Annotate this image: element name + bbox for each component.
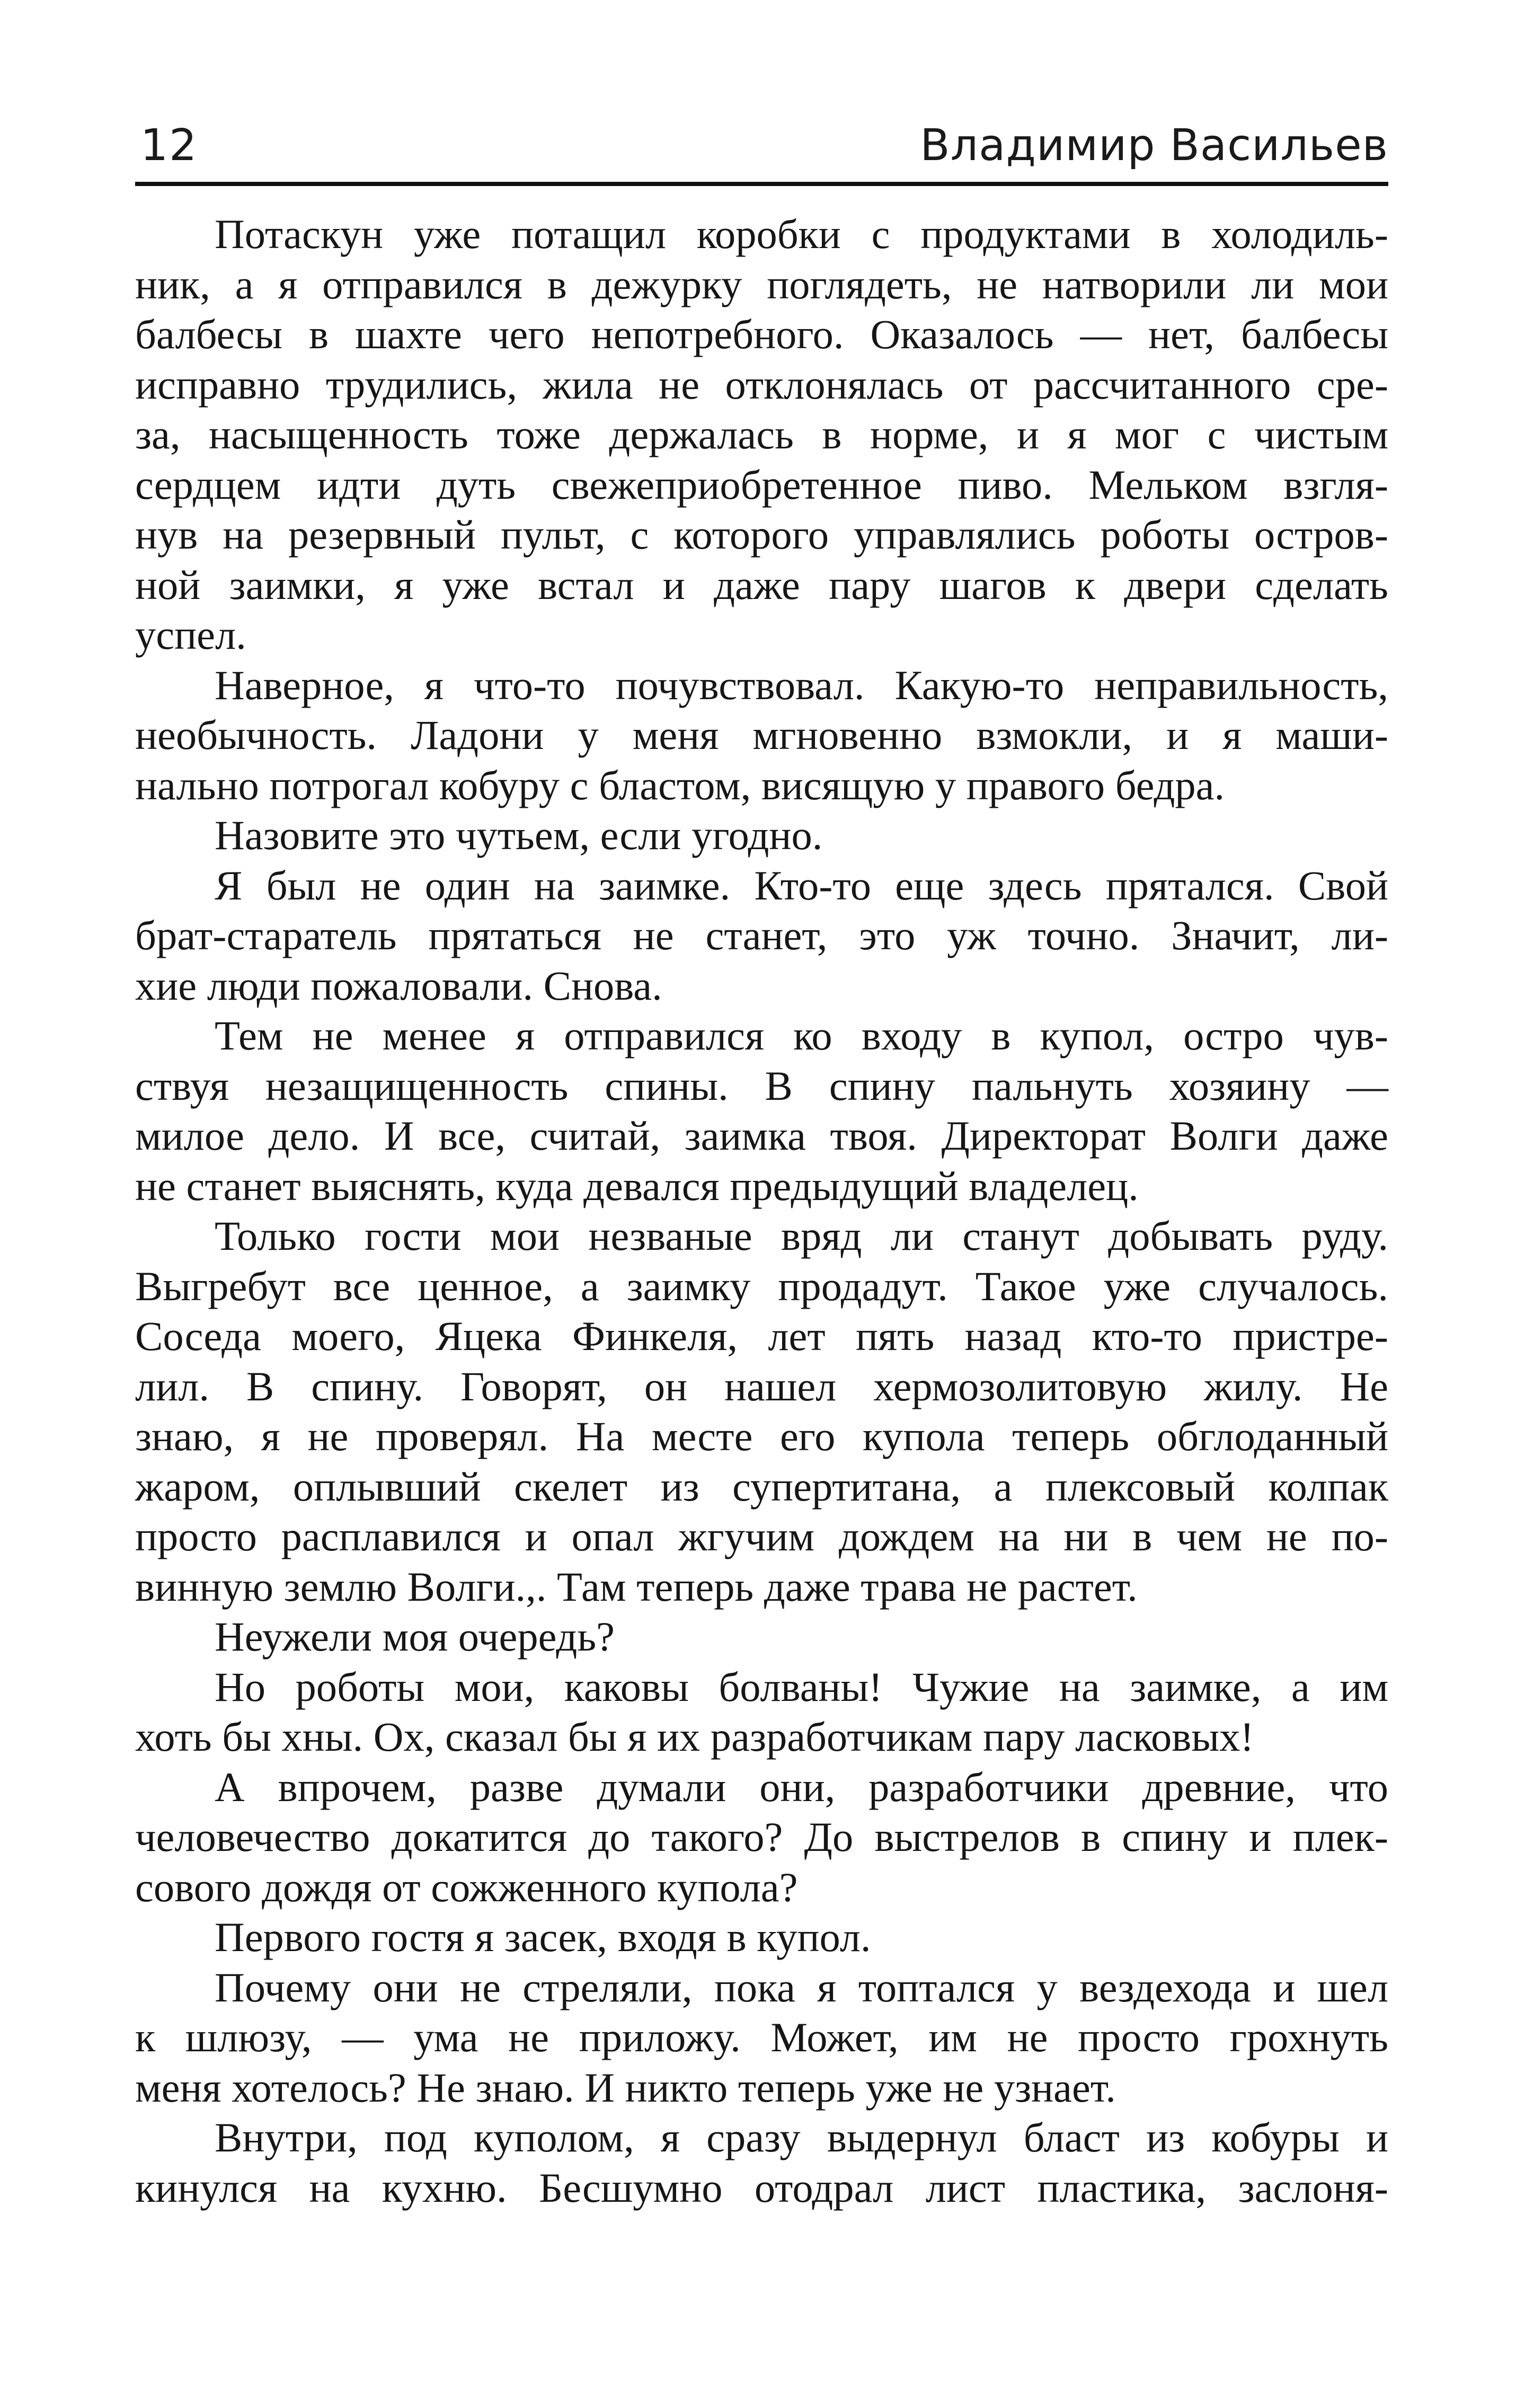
paragraph xyxy=(135,660,1388,811)
text-line: Тем не менее я отправился ко входу в купол, остро чув- xyxy=(215,1012,1388,1059)
text-line: Наверное, я что-то почувствовал. Какую-то неправильность, xyxy=(215,661,1388,708)
text-line: брат-старатель прятаться не станет, это уж точно. Значит, ли- xyxy=(135,912,1388,958)
paragraph xyxy=(135,1662,1388,1762)
text-line: Неужели моя очередь? xyxy=(215,1613,615,1660)
paragraph xyxy=(135,209,1388,660)
text-line: сердцем идти дуть свежеприобретенное пиво. Мельком взгля- xyxy=(135,461,1388,508)
text-line: Назовите это чутьем, если угодно. xyxy=(215,812,823,858)
text-line: ствуя незащищенность спины. В спину пальнуть хозяину — xyxy=(135,1062,1388,1109)
paragraph xyxy=(135,1963,1388,2113)
text-line: нув на резервный пульт, с которого управлялись роботы остров- xyxy=(135,511,1388,558)
text-line: ник, а я отправился в дежурку поглядеть, не натворили ли мои xyxy=(135,261,1388,307)
text-line: знаю, я не проверял. На месте его купола теперь обглоданный xyxy=(135,1413,1388,1459)
text-line: сового дождя от сожженного купола? xyxy=(135,1864,798,1910)
text-line: лил. В спину. Говорят, он нашел хермозолитовую жилу. Не xyxy=(135,1363,1388,1409)
text-line: милое дело. И все, считай, заимка твоя. Директорат Волги даже xyxy=(135,1113,1388,1159)
text-line: Но роботы мои, каковы болваны! Чужие на заимке, а им xyxy=(215,1663,1388,1710)
page-header xyxy=(135,114,1388,178)
text-line: не станет выяснять, куда девался предыдущий владелец. xyxy=(135,1162,1139,1209)
running-head-author: Владимир Васильев xyxy=(920,120,1388,171)
text-line: Почему они не стреляли, пока я топтался у вездехода и шел xyxy=(215,1964,1388,2010)
text-line: Внутри, под куполом, я сразу выдернул бласт из кобуры и xyxy=(215,2114,1388,2160)
text-line: А впрочем, разве думали они, разработчики древние, что xyxy=(215,1763,1388,1810)
paragraph xyxy=(135,2113,1388,2213)
text-line: кинулся на кухню. Бесшумно отодрал лист пластика, заслоня- xyxy=(135,2164,1388,2211)
text-line: исправно трудились, жила не отклонялась от рассчитанного сре- xyxy=(135,361,1388,408)
text-line: хоть бы хны. Ох, сказал бы я их разработчикам пару ласковых! xyxy=(135,1714,1254,1760)
text-line: ной заимки, я уже встал и даже пару шагов к двери сделать xyxy=(135,561,1388,608)
text-line: к шлюзу, — ума не приложу. Может, им не просто грохнуть xyxy=(135,2014,1388,2060)
text-line: за, насыщенность тоже держалась в норме, и я мог с чистым xyxy=(135,411,1388,457)
text-line: меня хотелось? Не знаю. И никто теперь уже не узнает. xyxy=(135,2064,1116,2111)
paragraph xyxy=(135,1612,1388,1662)
text-line: просто расплавился и опал жгучим дождем на ни в чем не по- xyxy=(135,1513,1388,1559)
text-line: человечество докатится до такого? До выстрелов в спину и плек- xyxy=(135,1814,1388,1860)
text-line: жаром, оплывший скелет из супертитана, а плексовый колпак xyxy=(135,1463,1388,1510)
body-text xyxy=(135,209,1388,2213)
text-line: Первого гостя я засек, входя в купол. xyxy=(215,1914,871,1960)
text-line: балбесы в шахте чего непотребного. Оказалось — нет, балбесы xyxy=(135,311,1388,357)
page-number: 12 xyxy=(140,120,198,171)
text-line: хие люди пожаловали. Снова. xyxy=(135,962,662,1009)
paragraph xyxy=(135,1211,1388,1612)
text-line: Я был не один на заимке. Кто-то еще здесь прятался. Свой xyxy=(215,862,1388,908)
text-line: винную землю Волги.,. Там теперь даже трава не растет. xyxy=(135,1563,1138,1610)
paragraph xyxy=(135,1912,1388,1963)
text-line: Только гости мои незваные вряд ли станут добывать руду. xyxy=(215,1213,1388,1259)
paragraph xyxy=(135,1011,1388,1211)
paragraph xyxy=(135,1762,1388,1913)
header-rule xyxy=(135,182,1388,186)
paragraph xyxy=(135,861,1388,1011)
text-line: Соседа моего, Яцека Финкеля, лет пять назад кто-то пристре- xyxy=(135,1313,1388,1359)
text-line: Потаскун уже потащил коробки с продуктами в холодиль- xyxy=(215,211,1388,257)
paragraph xyxy=(135,810,1388,861)
text-line: Выгребут все ценное, а заимку продадут. Такое уже случалось. xyxy=(135,1263,1388,1309)
text-line: успел. xyxy=(135,612,246,658)
text-line: необычность. Ладони у меня мгновенно взмокли, и я маши- xyxy=(135,712,1388,758)
text-line: нально потрогал кобуру с бластом, висящую у правого бедра. xyxy=(135,762,1225,808)
